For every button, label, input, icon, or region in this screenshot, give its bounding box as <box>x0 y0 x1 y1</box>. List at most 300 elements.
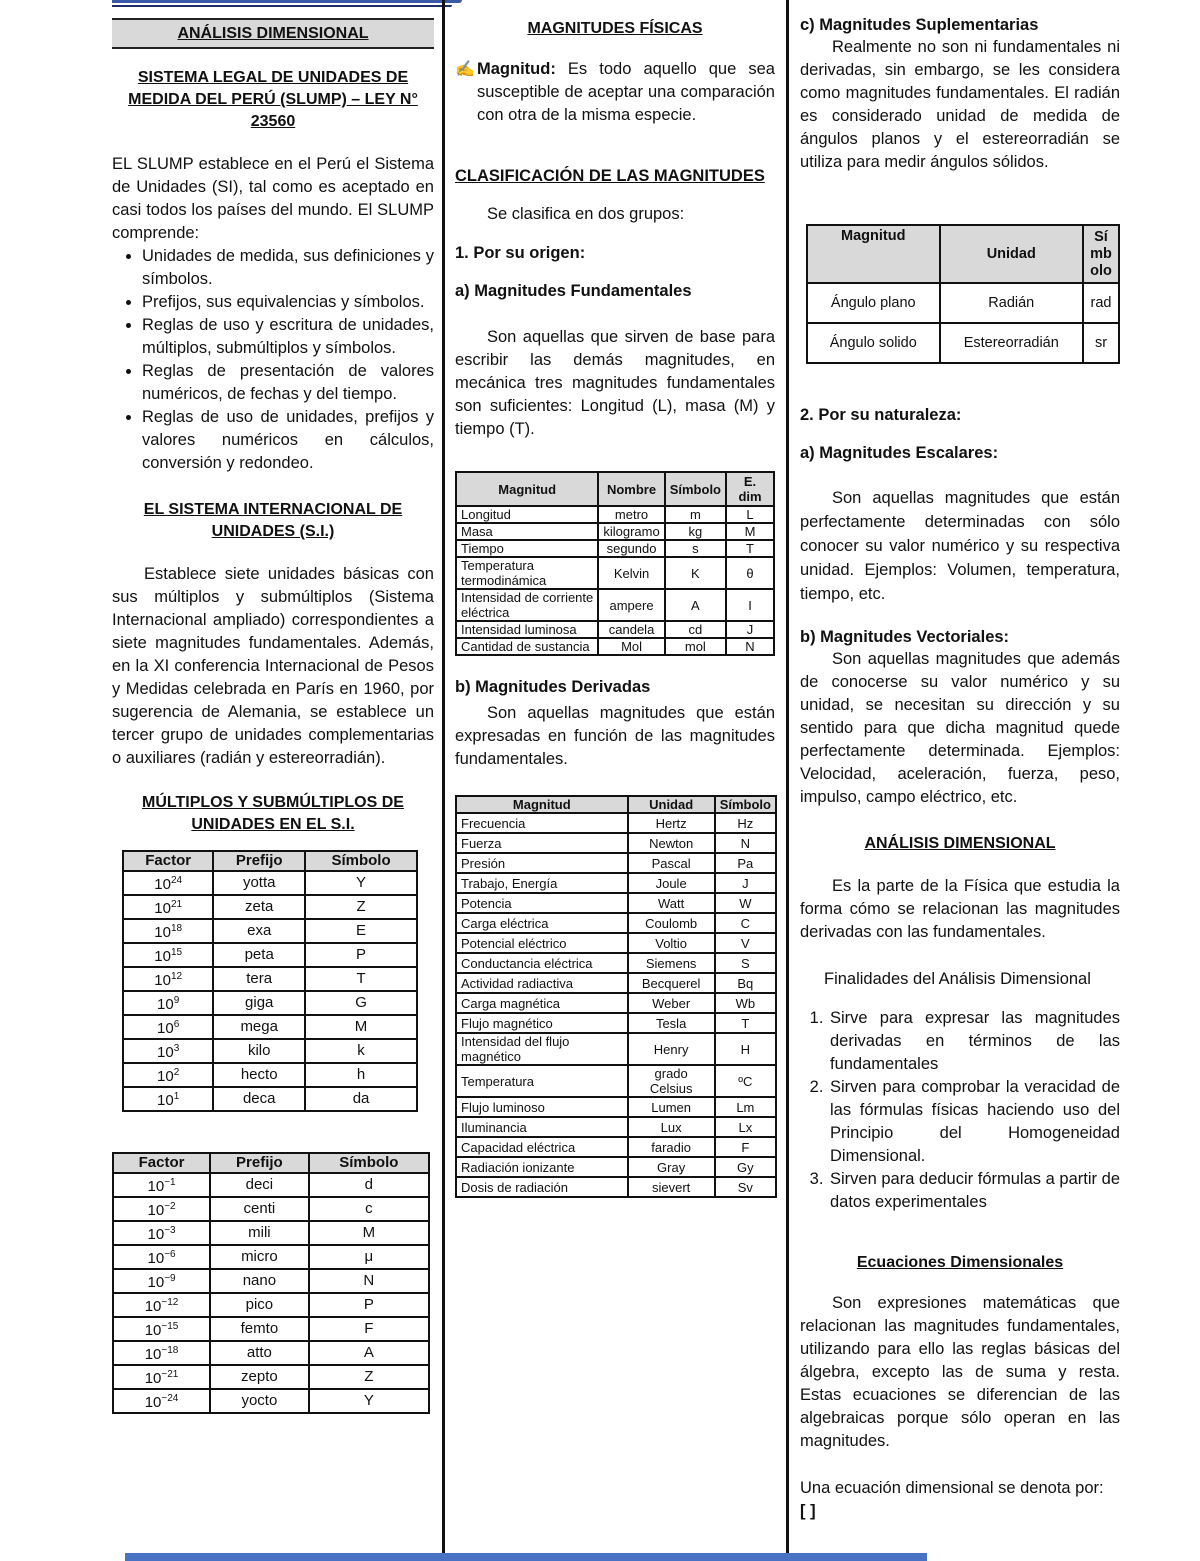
table-row <box>456 973 776 993</box>
magnitudes-heading: MAGNITUDES FÍSICAS <box>527 20 703 37</box>
list-item: 2. Sirven para comprobar la veracidad de las fórmulas físicas haciendo uso del Principio del Homogeneidad Dimensional. <box>828 1076 1120 1168</box>
table-row <box>456 1033 776 1065</box>
table-header: Magnitud <box>456 472 598 506</box>
column-divider-2 <box>786 0 789 1561</box>
table-cell: Carga eléctrica <box>456 913 628 933</box>
prefix-cell: micro <box>210 1245 309 1269</box>
table-header: Unidad <box>628 796 715 813</box>
table-row <box>113 1341 429 1365</box>
table-row <box>456 873 776 893</box>
table-cell: N <box>715 833 776 853</box>
table-row <box>113 1197 429 1221</box>
symbol-cell: A <box>309 1341 429 1365</box>
table-cell: cd <box>665 621 726 638</box>
factor-cell <box>123 871 213 895</box>
prefix-cell: pico <box>210 1293 309 1317</box>
list-item: • Unidades de medida, sus definiciones y símbolos. <box>142 245 434 291</box>
table-row <box>123 919 417 943</box>
table-cell: ampere <box>598 589 664 621</box>
table-cell: kg <box>665 523 726 540</box>
table-row <box>113 1389 429 1413</box>
factor-exponent: −6 <box>164 1249 176 1260</box>
symbol-cell: da <box>305 1087 417 1111</box>
table-row <box>456 813 776 833</box>
symbol-cell: Y <box>309 1389 429 1413</box>
table-cell: A <box>665 589 726 621</box>
table-cell: Becquerel <box>628 973 715 993</box>
table-row <box>123 1039 417 1063</box>
factor-cell <box>113 1341 210 1365</box>
factor-cell <box>123 895 213 919</box>
table-cell: Presión <box>456 853 628 873</box>
table-cell: Estereorradián <box>940 323 1083 363</box>
factor-cell <box>113 1317 210 1341</box>
factor-exponent: 3 <box>173 1043 180 1054</box>
table-cell: Frecuencia <box>456 813 628 833</box>
table-row <box>113 1245 429 1269</box>
factor-exponent: −2 <box>164 1201 176 1212</box>
multiples-heading: MÚLTIPLOS Y SUBMÚLTIPLOS DE UNIDADES EN EL S.I. <box>142 794 404 833</box>
table-row <box>456 1097 776 1117</box>
prefix-cell: mega <box>213 1015 305 1039</box>
table-row <box>456 523 774 540</box>
table-cell: K <box>665 557 726 589</box>
symbol-cell: F <box>309 1317 429 1341</box>
table-cell: Gray <box>628 1157 715 1177</box>
table-row <box>123 871 417 895</box>
table-cell: Pa <box>715 853 776 873</box>
table-cell: J <box>715 873 776 893</box>
magnitud-text: Es todo aquello que sea susceptible de aceptar una comparación con otra de la misma especie. <box>477 60 775 124</box>
table-header: Factor <box>113 1153 210 1173</box>
table-cell: Longitud <box>456 506 598 523</box>
table-cell: Fuerza <box>456 833 628 853</box>
factor-base: 10 <box>157 1020 174 1037</box>
table-header: Unidad <box>940 225 1083 283</box>
table-cell: Flujo magnético <box>456 1013 628 1033</box>
table-header: E. dim <box>726 472 774 506</box>
list-item: 1. Sirve para expresar las magnitudes derivadas en términos de las fundamentales <box>828 1007 1120 1076</box>
symbol-cell: d <box>309 1173 429 1197</box>
factor-cell <box>123 1087 213 1111</box>
finalidades-list <box>800 1007 1120 1214</box>
naturaleza-heading: 2. Por su naturaleza: <box>800 406 962 424</box>
section-banner: ANÁLISIS DIMENSIONAL <box>112 18 434 49</box>
symbol-cell: Z <box>309 1365 429 1389</box>
factor-base: 10 <box>157 1068 174 1085</box>
table-cell: Ángulo solido <box>807 323 940 363</box>
table-cell: Voltio <box>628 933 715 953</box>
factor-cell <box>113 1197 210 1221</box>
factor-exponent: 9 <box>173 995 180 1006</box>
factor-exponent: −21 <box>161 1369 179 1380</box>
clasificacion-heading: CLASIFICACIÓN DE LAS MAGNITUDES <box>455 167 765 185</box>
symbol-cell: c <box>309 1197 429 1221</box>
table-row <box>123 991 417 1015</box>
symbol-cell: P <box>305 943 417 967</box>
derivadas-text: Son aquellas magnitudes que están expresadas en función de las magnitudes fundamentales. <box>455 704 775 768</box>
factor-cell <box>113 1293 210 1317</box>
factor-cell <box>123 991 213 1015</box>
table-row <box>456 621 774 638</box>
table-row <box>456 589 774 621</box>
table-cell: V <box>715 933 776 953</box>
list-item: • Reglas de presentación de valores numéricos, de fechas y del tiempo. <box>142 360 434 406</box>
prefix-cell: mili <box>210 1221 309 1245</box>
table-row <box>456 1013 776 1033</box>
table-header: Símbolo <box>309 1153 429 1173</box>
pen-icon: ✍ <box>455 61 475 78</box>
factor-base: 10 <box>154 924 171 941</box>
notation-symbol: [ ] <box>800 1502 816 1520</box>
table-row <box>113 1317 429 1341</box>
magnitud-label: Magnitud: <box>477 60 556 78</box>
ecuaciones-text: Son expresiones matemáticas que relacionan las magnitudes fundamentales, utilizando para ello las reglas básicas del álgebra, excepto las de suma y resta. Estas ecuaciones se diferencian de las algebraicas porque sólo operan en las magnitudes. <box>800 1294 1120 1450</box>
symbol-cell: M <box>309 1221 429 1245</box>
table-row <box>113 1365 429 1389</box>
derivadas-heading: b) Magnitudes Derivadas <box>455 678 651 696</box>
analisis-text: Es la parte de la Física que estudia la forma cómo se relacionan las magnitudes derivadas con las fundamentales. <box>800 877 1120 941</box>
table-cell: Bq <box>715 973 776 993</box>
symbol-cell: E <box>305 919 417 943</box>
slump-intro: EL SLUMP establece en el Perú el Sistema de Unidades (SI), tal como es aceptado en casi todos los países del mundo. El SLUMP comprende: <box>112 155 434 242</box>
origen-heading: 1. Por su origen: <box>455 244 586 262</box>
table-row <box>456 506 774 523</box>
escalares-heading: a) Magnitudes Escalares: <box>800 444 999 462</box>
factor-cell <box>123 1039 213 1063</box>
table-cell: T <box>726 540 774 557</box>
factor-exponent: 18 <box>170 923 183 934</box>
ecuaciones-heading: Ecuaciones Dimensionales <box>856 1254 1064 1271</box>
symbol-cell: M <box>305 1015 417 1039</box>
finalidades-heading: Finalidades del Análisis Dimensional <box>824 970 1091 988</box>
top-decorative-bar <box>112 0 462 10</box>
table-cell: Capacidad eléctrica <box>456 1137 628 1157</box>
factor-exponent: 1 <box>173 1091 180 1102</box>
table-row <box>456 1157 776 1177</box>
table-cell: grado Celsius <box>628 1065 715 1097</box>
symbol-cell: G <box>305 991 417 1015</box>
factor-base: 10 <box>147 1226 165 1243</box>
prefix-cell: centi <box>210 1197 309 1221</box>
table-header: Magnitud <box>807 225 940 283</box>
table-row <box>456 993 776 1013</box>
factor-base: 10 <box>147 1274 165 1291</box>
table-cell: M <box>726 523 774 540</box>
table-cell: Dosis de radiación <box>456 1177 628 1197</box>
table-cell: Potencia <box>456 893 628 913</box>
table-cell: N <box>726 638 774 655</box>
factor-exponent: 6 <box>173 1019 180 1030</box>
table-cell: metro <box>598 506 664 523</box>
table-cell: Actividad radiactiva <box>456 973 628 993</box>
factor-exponent: −3 <box>164 1225 176 1236</box>
table-cell: Weber <box>628 993 715 1013</box>
slump-heading: SISTEMA LEGAL DE UNIDADES DE MEDIDA DEL PERÚ (SLUMP) – LEY N° 23560 <box>128 69 418 130</box>
table-cell: kilogramo <box>598 523 664 540</box>
table-cell: Sv <box>715 1177 776 1197</box>
submultiples-table <box>112 1152 430 1414</box>
table-cell: Temperatura <box>456 1065 628 1097</box>
table-row <box>123 1015 417 1039</box>
factor-base: 10 <box>154 900 171 917</box>
table-cell: Coulomb <box>628 913 715 933</box>
vectoriales-text: Son aquellas magnitudes que además de conocerse su valor numérico y su unidad, se necesitan su dirección y su sentido para que dicha magnitud quede perfectamente determinada. Ejemplos: Velocidad, aceleración, fuerza, peso, impulso, campo eléctrico, etc. <box>800 650 1120 806</box>
table-row <box>456 557 774 589</box>
fundamentales-table <box>455 471 775 656</box>
table-row <box>456 540 774 557</box>
table-cell: Potencial eléctrico <box>456 933 628 953</box>
table-cell: Radiación ionizante <box>456 1157 628 1177</box>
table-cell: Flujo luminoso <box>456 1097 628 1117</box>
list-item: • Reglas de uso y escritura de unidades, múltiplos, submúltiplos y símbolos. <box>142 314 434 360</box>
table-cell: Watt <box>628 893 715 913</box>
table-cell: Joule <box>628 873 715 893</box>
prefix-cell: yotta <box>213 871 305 895</box>
prefix-cell: peta <box>213 943 305 967</box>
slump-list <box>112 245 434 475</box>
factor-cell <box>123 919 213 943</box>
factor-exponent: 24 <box>170 875 183 886</box>
clasificacion-text: Se clasifica en dos grupos: <box>487 205 685 223</box>
table-cell: Intensidad de corriente eléctrica <box>456 589 598 621</box>
table-cell: S <box>715 953 776 973</box>
table-cell: Tesla <box>628 1013 715 1033</box>
factor-cell <box>113 1269 210 1293</box>
prefix-cell: nano <box>210 1269 309 1293</box>
list-item: • Reglas de uso de unidades, prefijos y valores numéricos en cálculos, conversión y redondeo. <box>142 406 434 475</box>
prefix-cell: tera <box>213 967 305 991</box>
table-cell: sievert <box>628 1177 715 1197</box>
factor-exponent: −9 <box>164 1273 176 1284</box>
table-row <box>123 1063 417 1087</box>
table-cell: F <box>715 1137 776 1157</box>
table-row <box>456 1065 776 1097</box>
prefix-cell: femto <box>210 1317 309 1341</box>
factor-base: 10 <box>154 972 171 989</box>
analisis-heading: ANÁLISIS DIMENSIONAL <box>864 835 1056 852</box>
factor-exponent: −15 <box>161 1321 179 1332</box>
fundamentales-text: Son aquellas que sirven de base para escribir las demás magnitudes, en mecánica tres magnitudes fundamentales son suficientes: Longitud (L), masa (M) y tiempo (T). <box>455 328 775 438</box>
factor-cell <box>123 943 213 967</box>
table-row <box>807 283 1119 323</box>
table-header: Prefijo <box>213 851 305 871</box>
table-cell: Temperatura termodinámica <box>456 557 598 589</box>
factor-cell <box>123 1063 213 1087</box>
column-1 <box>112 14 434 1414</box>
table-row <box>113 1293 429 1317</box>
table-cell: candela <box>598 621 664 638</box>
table-row <box>456 1177 776 1197</box>
column-2 <box>455 14 775 1198</box>
prefix-cell: exa <box>213 919 305 943</box>
column-divider-1 <box>442 0 445 1561</box>
fundamentales-heading: a) Magnitudes Fundamentales <box>455 282 692 300</box>
table-cell: Newton <box>628 833 715 853</box>
table-header: Magnitud <box>456 796 628 813</box>
table-cell: L <box>726 506 774 523</box>
table-row <box>456 1137 776 1157</box>
factor-exponent: −1 <box>164 1177 176 1188</box>
multiples-table <box>122 850 418 1112</box>
factor-base: 10 <box>157 1044 174 1061</box>
factor-exponent: 21 <box>170 899 183 910</box>
table-row <box>456 833 776 853</box>
suplementarias-table <box>806 224 1120 364</box>
table-cell: θ <box>726 557 774 589</box>
factor-exponent: −24 <box>161 1393 179 1404</box>
table-header: Símbolo <box>715 796 776 813</box>
factor-exponent: 15 <box>170 947 183 958</box>
table-cell: mol <box>665 638 726 655</box>
factor-base: 10 <box>144 1394 162 1411</box>
factor-base: 10 <box>154 876 171 893</box>
factor-base: 10 <box>157 996 174 1013</box>
factor-cell <box>113 1245 210 1269</box>
factor-cell <box>113 1389 210 1413</box>
table-cell: Iluminancia <box>456 1117 628 1137</box>
symbol-cell: Z <box>305 895 417 919</box>
table-header: Prefijo <box>210 1153 309 1173</box>
table-row <box>456 933 776 953</box>
factor-exponent: 2 <box>173 1067 180 1078</box>
symbol-cell: h <box>305 1063 417 1087</box>
table-cell: C <box>715 913 776 933</box>
table-cell: Wb <box>715 993 776 1013</box>
table-cell: Pascal <box>628 853 715 873</box>
table-cell: Kelvin <box>598 557 664 589</box>
table-cell: Lux <box>628 1117 715 1137</box>
prefix-cell: giga <box>213 991 305 1015</box>
table-cell: faradio <box>628 1137 715 1157</box>
table-cell: Cantidad de sustancia <box>456 638 598 655</box>
prefix-cell: kilo <box>213 1039 305 1063</box>
factor-exponent: −12 <box>161 1297 179 1308</box>
table-row <box>456 953 776 973</box>
list-item: 3. Sirven para deducir fórmulas a partir de datos experimentales <box>828 1168 1120 1214</box>
table-cell: Tiempo <box>456 540 598 557</box>
symbol-cell: k <box>305 1039 417 1063</box>
table-cell: sr <box>1083 323 1119 363</box>
notation-text: Una ecuación dimensional se denota por: <box>800 1479 1104 1497</box>
table-cell: Hz <box>715 813 776 833</box>
table-cell: Lx <box>715 1117 776 1137</box>
table-row <box>113 1221 429 1245</box>
table-row <box>456 638 774 655</box>
table-cell: Siemens <box>628 953 715 973</box>
table-cell: Lumen <box>628 1097 715 1117</box>
table-cell: segundo <box>598 540 664 557</box>
factor-exponent: −18 <box>161 1345 179 1356</box>
table-cell: m <box>665 506 726 523</box>
table-cell: H <box>715 1033 776 1065</box>
table-cell: Conductancia eléctrica <box>456 953 628 973</box>
symbol-cell: Y <box>305 871 417 895</box>
factor-base: 10 <box>144 1370 162 1387</box>
table-header: Símbolo <box>665 472 726 506</box>
factor-cell <box>113 1221 210 1245</box>
table-cell: Gy <box>715 1157 776 1177</box>
factor-base: 10 <box>154 948 171 965</box>
table-cell: Hertz <box>628 813 715 833</box>
table-cell: Masa <box>456 523 598 540</box>
si-paragraph: Establece siete unidades básicas con sus múltiplos y submúltiplos (Sistema Internacional ampliado) correspondientes a siete magnitudes fundamentales. Además, en la XI conferencia Internacional de Pesos y Medidas celebrada en París en 1960, por sugerencia de Alemania, se establece un tercer grupo de unidades complementarias o auxiliares (radián y estereorradián). <box>112 565 434 767</box>
factor-cell <box>113 1365 210 1389</box>
symbol-cell: P <box>309 1293 429 1317</box>
prefix-cell: zeta <box>213 895 305 919</box>
table-cell: ºC <box>715 1065 776 1097</box>
table-cell: J <box>726 621 774 638</box>
factor-base: 10 <box>147 1250 165 1267</box>
factor-base: 10 <box>144 1322 162 1339</box>
table-row <box>123 1087 417 1111</box>
prefix-cell: yocto <box>210 1389 309 1413</box>
prefix-cell: atto <box>210 1341 309 1365</box>
factor-exponent: 12 <box>170 971 183 982</box>
table-row <box>456 913 776 933</box>
symbol-cell: N <box>309 1269 429 1293</box>
factor-base: 10 <box>147 1202 165 1219</box>
table-row <box>123 895 417 919</box>
table-cell: Trabajo, Energía <box>456 873 628 893</box>
table-cell: Henry <box>628 1033 715 1065</box>
bottom-decorative-bar <box>125 1553 927 1561</box>
table-cell: W <box>715 893 776 913</box>
table-row <box>456 1117 776 1137</box>
suplementarias-heading: c) Magnitudes Suplementarias <box>800 16 1039 34</box>
si-heading: EL SISTEMA INTERNACIONAL DE UNIDADES (S.I.) <box>143 501 403 540</box>
list-item: • Prefijos, sus equivalencias y símbolos. <box>142 291 434 314</box>
factor-base: 10 <box>157 1092 174 1109</box>
table-row <box>113 1269 429 1293</box>
table-cell: Intensidad del flujo magnético <box>456 1033 628 1065</box>
table-header: Símbolo <box>1083 225 1119 283</box>
table-cell: Mol <box>598 638 664 655</box>
prefix-cell: deci <box>210 1173 309 1197</box>
table-cell: Radián <box>940 283 1083 323</box>
symbol-cell: T <box>305 967 417 991</box>
table-cell: rad <box>1083 283 1119 323</box>
table-row <box>807 323 1119 363</box>
suplementarias-text: Realmente no son ni fundamentales ni derivadas, sin embargo, se les considera como magnitudes fundamentales. El radián es considerado unidad de medida de ángulos planos y el estereorradián se utiliza para medir ángulos sólidos. <box>800 38 1120 171</box>
column-3 <box>800 14 1120 1523</box>
table-cell: Lm <box>715 1097 776 1117</box>
symbol-cell: μ <box>309 1245 429 1269</box>
table-header: Símbolo <box>305 851 417 871</box>
factor-cell <box>123 967 213 991</box>
derivadas-table <box>455 795 777 1198</box>
factor-base: 10 <box>144 1298 162 1315</box>
magnitud-definition <box>455 58 775 127</box>
factor-cell <box>113 1173 210 1197</box>
prefix-cell: deca <box>213 1087 305 1111</box>
table-cell: Intensidad luminosa <box>456 621 598 638</box>
factor-cell <box>123 1015 213 1039</box>
table-cell: T <box>715 1013 776 1033</box>
table-header: Nombre <box>598 472 664 506</box>
escalares-text: Son aquellas magnitudes que están perfectamente determinadas con sólo conocer su valor numérico y su respectiva unidad. Ejemplos: Volumen, temperatura, tiempo, etc. <box>800 489 1120 603</box>
table-cell: I <box>726 589 774 621</box>
table-cell: s <box>665 540 726 557</box>
table-row <box>456 893 776 913</box>
factor-base: 10 <box>144 1346 162 1363</box>
table-row <box>123 967 417 991</box>
table-header: Factor <box>123 851 213 871</box>
prefix-cell: hecto <box>213 1063 305 1087</box>
table-row <box>113 1173 429 1197</box>
prefix-cell: zepto <box>210 1365 309 1389</box>
table-row <box>123 943 417 967</box>
